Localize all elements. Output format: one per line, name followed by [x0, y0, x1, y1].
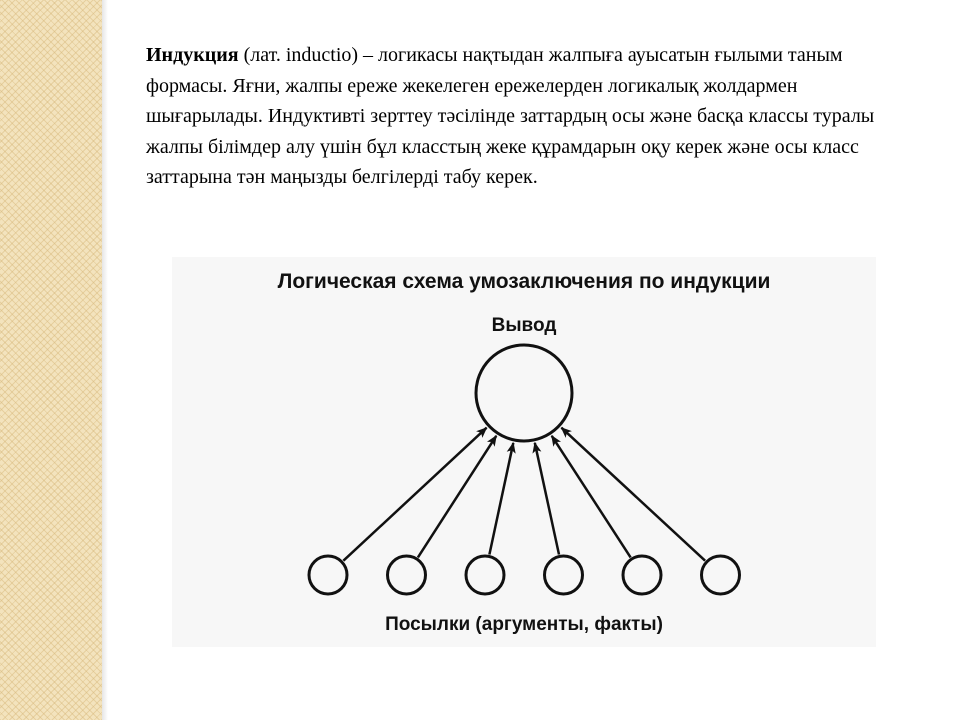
induction-diagram-svg [172, 257, 876, 647]
diagram-title: Логическая схема умозаключения по индукции [277, 270, 771, 293]
premise-arrow [489, 443, 513, 555]
definition-text: (лат. inductio) – логикасы нақтыдан жалпыға ауысатын ғылыми таным формасы. Яғни, жалпы ереже жекелеген ережелерден логикалық жолдармен шығарылады. Индуктивті зерттеу тәсілінде заттардың осы және басқа классы туралы жалпы білімдер алу үшін бұл класстың жеке құрамдарын оқу керек және осы класс заттарына тән маңызды белгілерді табу керек. [146, 44, 875, 188]
premise-circle [388, 556, 426, 594]
premise-circle [702, 556, 740, 594]
premise-group [309, 428, 740, 594]
premise-circle [623, 556, 661, 594]
premise-arrow [343, 428, 486, 561]
premise-circle [545, 556, 583, 594]
side-stripe-shadow [102, 0, 108, 720]
premises-label: Посылки (аргументы, факты) [385, 614, 663, 635]
premise-circle [309, 556, 347, 594]
conclusion-label: Вывод [491, 315, 557, 336]
premise-arrow [535, 443, 559, 555]
premise-circle [466, 556, 504, 594]
induction-definition-paragraph [146, 40, 916, 193]
conclusion-circle [476, 345, 572, 441]
induction-diagram [172, 257, 876, 647]
term-induction: Индукция [146, 44, 239, 66]
decorative-side-stripe [0, 0, 102, 720]
premise-arrow [561, 428, 705, 561]
